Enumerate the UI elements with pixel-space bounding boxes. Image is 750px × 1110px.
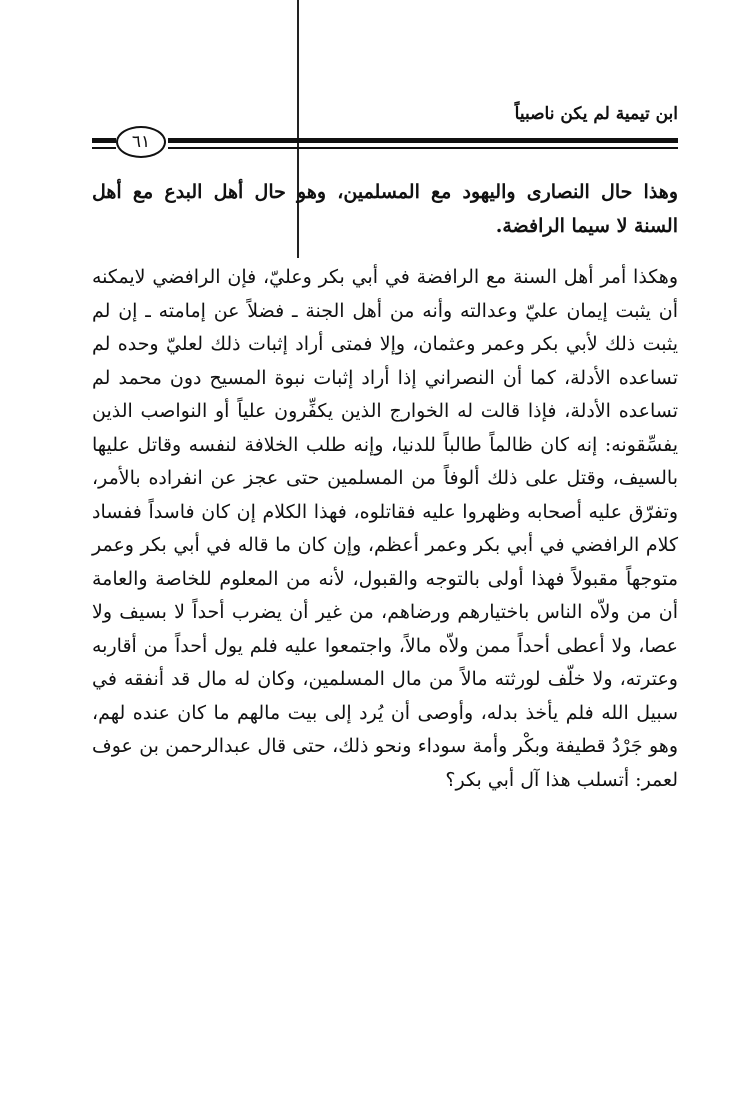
running-title: ابن تيمية لم يكن ناصبياً [514, 104, 678, 124]
header-rule-left-thin [92, 147, 116, 149]
page-body [92, 176, 678, 797]
header-rule-left-thick [92, 138, 116, 143]
main-paragraph: وهكذا أمر أهل السنة مع الرافضة في أبي بكر وعليّ، فإن الرافضي لايمكنه أن يثبت إيمان عليّ وعدالته وأنه من أهل الجنة ـ فضلاً عن إمامته ـ إن لم يثبت ذلك لأبي بكر وعمر وعثمان، وإلا فمتى أراد إثبات ذلك لعليّ وحده لم تساعده الأدلة، كما أن النصراني إذا أراد إثبات نبوة المسيح دون محمد لم تساعده الأدلة، فإذا قالت له الخوارج الذين يكفِّرون علياً أو النواصب الذين يفسِّقونه: إنه كان ظالماً طالباً للدنيا، وإنه طلب الخلافة لنفسه وقاتل عليها بالسيف، وقتل على ذلك ألوفاً من المسلمين حتى عجز عن انفراده بالأمر، وتفرّق عليه أصحابه وظهروا عليه فقاتلوه، فهذا الكلام إن كان فاسداً ففساد كلام الرافضي في أبي بكر وعمر أعظم، وإن كان ما قاله في أبي بكر وعمر متوجهاً مقبولاً فهذا أولى بالتوجه والقبول، لأنه من المعلوم للخاصة والعامة أن من ولاّه الناس باختيارهم ورضاهم، من غير أن يضرب أحداً لا بسيف ولا عصا، ولا أعطى أحداً ممن ولاّه مالاً، واجتمعوا عليه فلم يول أحداً من أقاربه وعترته، ولا خلّف لورثته مالاً من مال المسلمين، وكان له مال قد أنفقه في سبيل الله فلم يأخذ بدله، وأوصى أن يُرد إلى بيت مالهم ما كان عنده لهم، وهو جَرْدُ قطيفة وبكْر وأمة سوداء ونحو ذلك، حتى قال عبدالرحمن بن عوف لعمر: أتسلب هذا آل أبي بكر؟ [92, 266, 678, 791]
intro-paragraph: وهذا حال النصارى واليهود مع المسلمين، وهو حال أهل البدع مع أهل السنة لا سيما الرافضة. [92, 181, 678, 237]
header-rule-thin [168, 147, 678, 149]
header-rule-thick [168, 138, 678, 143]
page-number: ٦١ [116, 126, 166, 158]
